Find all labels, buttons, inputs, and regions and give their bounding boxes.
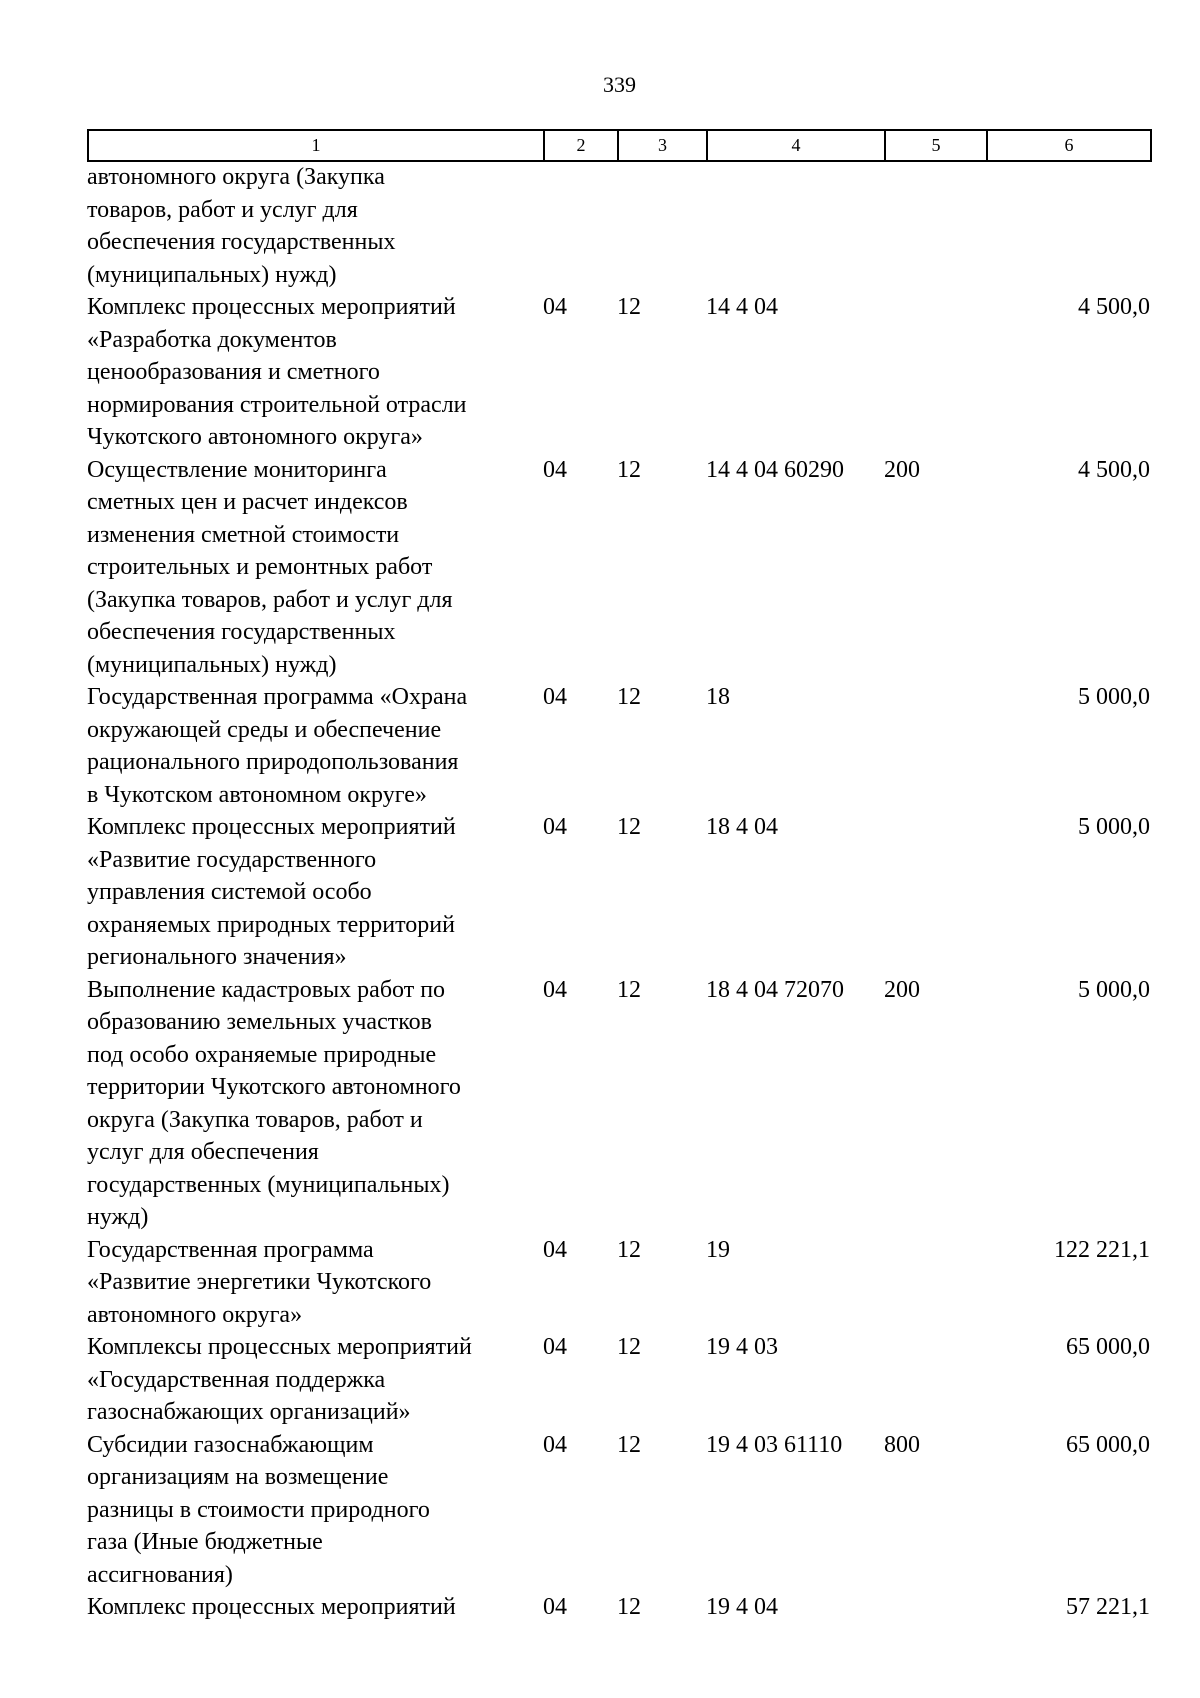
row-target-article-code: 14 4 04 60290 (706, 456, 844, 483)
column-header-table (87, 129, 1152, 162)
row-subsection-code: 12 (617, 814, 641, 840)
description-line: нужд) (87, 1204, 149, 1230)
row-description (87, 681, 543, 811)
row-subsection-code: 12 (617, 1594, 641, 1620)
column-header-4: 4 (707, 130, 885, 161)
row-amount: 4 500,0 (1078, 294, 1150, 320)
table-row (87, 161, 1150, 291)
row-section-code: 04 (543, 1334, 567, 1360)
row-target-article-code: 18 4 04 72070 (706, 976, 844, 1003)
description-line: газа (Иные бюджетные (87, 1529, 323, 1555)
row-description (87, 811, 543, 974)
row-amount: 5 000,0 (1078, 814, 1150, 840)
row-subsection-code: 12 (617, 684, 641, 710)
row-expense-type-code: 200 (884, 976, 920, 1003)
description-line: «Развитие энергетики Чукотского (87, 1269, 432, 1295)
description-line: образованию земельных участков (87, 1009, 432, 1035)
row-section-code: 04 (543, 1594, 567, 1620)
description-line: Комплекс процессных мероприятий (87, 1594, 456, 1620)
row-description (87, 161, 543, 291)
row-target-article-code: 14 4 04 (706, 294, 778, 320)
description-line: Государственная программа (87, 1236, 374, 1263)
description-line: разницы в стоимости природного (87, 1496, 430, 1523)
description-line: управления системой особо (87, 879, 372, 905)
description-line: газоснабжающих организаций» (87, 1399, 411, 1425)
description-line: ценообразования и сметного (87, 359, 380, 385)
row-description (87, 1429, 543, 1592)
row-section-code: 04 (543, 1431, 567, 1458)
description-line: под особо охраняемые природные (87, 1041, 437, 1068)
row-subsection-code: 12 (617, 294, 641, 320)
page-number: 339 (603, 72, 636, 97)
table-body (87, 161, 1150, 1624)
description-line: Комплекс процессных мероприятий (87, 294, 456, 320)
row-amount: 57 221,1 (1066, 1594, 1150, 1620)
row-description (87, 454, 543, 682)
table-row (87, 681, 1150, 811)
row-target-article-code: 19 4 03 (706, 1334, 778, 1360)
row-target-article-code: 18 (706, 684, 730, 710)
table-row (87, 454, 1150, 682)
row-target-article-code: 19 (706, 1236, 730, 1263)
description-line: товаров, работ и услуг для (87, 196, 358, 223)
description-line: изменения сметной стоимости (87, 521, 400, 548)
table-row (87, 974, 1150, 1234)
description-line: обеспечения государственных (87, 619, 396, 645)
description-line: Комплекс процессных мероприятий (87, 814, 456, 840)
description-line: Чукотского автономного округа» (87, 424, 423, 450)
row-section-code: 04 (543, 976, 567, 1003)
description-line: нормирования строительной отрасли (87, 391, 467, 418)
description-line: Субсидии газоснабжающим (87, 1431, 374, 1458)
row-amount: 65 000,0 (1066, 1431, 1150, 1458)
description-line: округа (Закупка товаров, работ и (87, 1106, 423, 1133)
row-section-code: 04 (543, 684, 567, 710)
row-subsection-code: 12 (617, 976, 641, 1003)
description-line: «Разработка документов (87, 326, 337, 353)
description-line: Комплексы процессных мероприятий (87, 1334, 472, 1360)
table-row (87, 1234, 1150, 1332)
table-row (87, 1429, 1150, 1592)
description-line: Выполнение кадастровых работ по (87, 976, 446, 1003)
description-line: автономного округа (Закупка (87, 164, 385, 190)
row-target-article-code: 19 4 03 61110 (706, 1431, 843, 1458)
description-line: (Закупка товаров, работ и услуг для (87, 586, 453, 613)
row-description (87, 1591, 543, 1624)
description-line: организациям на возмещение (87, 1464, 389, 1490)
row-subsection-code: 12 (617, 1236, 641, 1263)
row-amount: 4 500,0 (1078, 456, 1150, 483)
description-line: (муниципальных) нужд) (87, 651, 337, 678)
column-header-3: 3 (618, 130, 707, 161)
description-line: (муниципальных) нужд) (87, 261, 337, 288)
description-line: рационального природопользования (87, 749, 459, 775)
description-line: услуг для обеспечения (87, 1139, 319, 1165)
description-line: сметных цен и расчет индексов (87, 489, 408, 515)
row-section-code: 04 (543, 814, 567, 840)
description-line: строительных и ремонтных работ (87, 554, 433, 580)
row-description (87, 974, 543, 1234)
column-header-1: 1 (88, 130, 544, 161)
description-line: государственных (муниципальных) (87, 1171, 450, 1198)
description-line: обеспечения государственных (87, 229, 396, 255)
description-line: охраняемых природных территорий (87, 911, 455, 938)
row-amount: 5 000,0 (1078, 976, 1150, 1003)
row-section-code: 04 (543, 294, 567, 320)
column-header-row (88, 130, 1151, 161)
description-line: «Развитие государственного (87, 846, 377, 873)
column-header-2: 2 (544, 130, 618, 161)
description-line: территории Чукотского автономного (87, 1074, 461, 1100)
row-amount: 122 221,1 (1054, 1236, 1150, 1263)
row-target-article-code: 19 4 04 (706, 1594, 778, 1620)
row-subsection-code: 12 (617, 456, 641, 483)
row-description (87, 1234, 543, 1332)
description-line: в Чукотском автономном округе» (87, 781, 427, 808)
column-header-6: 6 (987, 130, 1151, 161)
table-row (87, 1591, 1150, 1624)
table-row (87, 291, 1150, 454)
description-line: «Государственная поддержка (87, 1366, 386, 1393)
row-section-code: 04 (543, 456, 567, 483)
row-amount: 5 000,0 (1078, 684, 1150, 710)
description-line: Государственная программа «Охрана (87, 684, 468, 710)
row-description (87, 1331, 543, 1429)
row-subsection-code: 12 (617, 1431, 641, 1458)
description-line: автономного округа» (87, 1301, 303, 1328)
row-section-code: 04 (543, 1236, 567, 1263)
table-row (87, 1331, 1150, 1429)
row-expense-type-code: 200 (884, 456, 920, 483)
description-line: Осуществление мониторинга (87, 456, 387, 483)
row-description (87, 291, 543, 454)
column-header-5: 5 (885, 130, 987, 161)
description-line: ассигнования) (87, 1561, 233, 1588)
description-line: окружающей среды и обеспечение (87, 716, 442, 743)
row-subsection-code: 12 (617, 1334, 641, 1360)
description-line: регионального значения» (87, 944, 347, 970)
row-amount: 65 000,0 (1066, 1334, 1150, 1360)
table-row (87, 811, 1150, 974)
row-expense-type-code: 800 (884, 1431, 920, 1458)
row-target-article-code: 18 4 04 (706, 814, 778, 840)
